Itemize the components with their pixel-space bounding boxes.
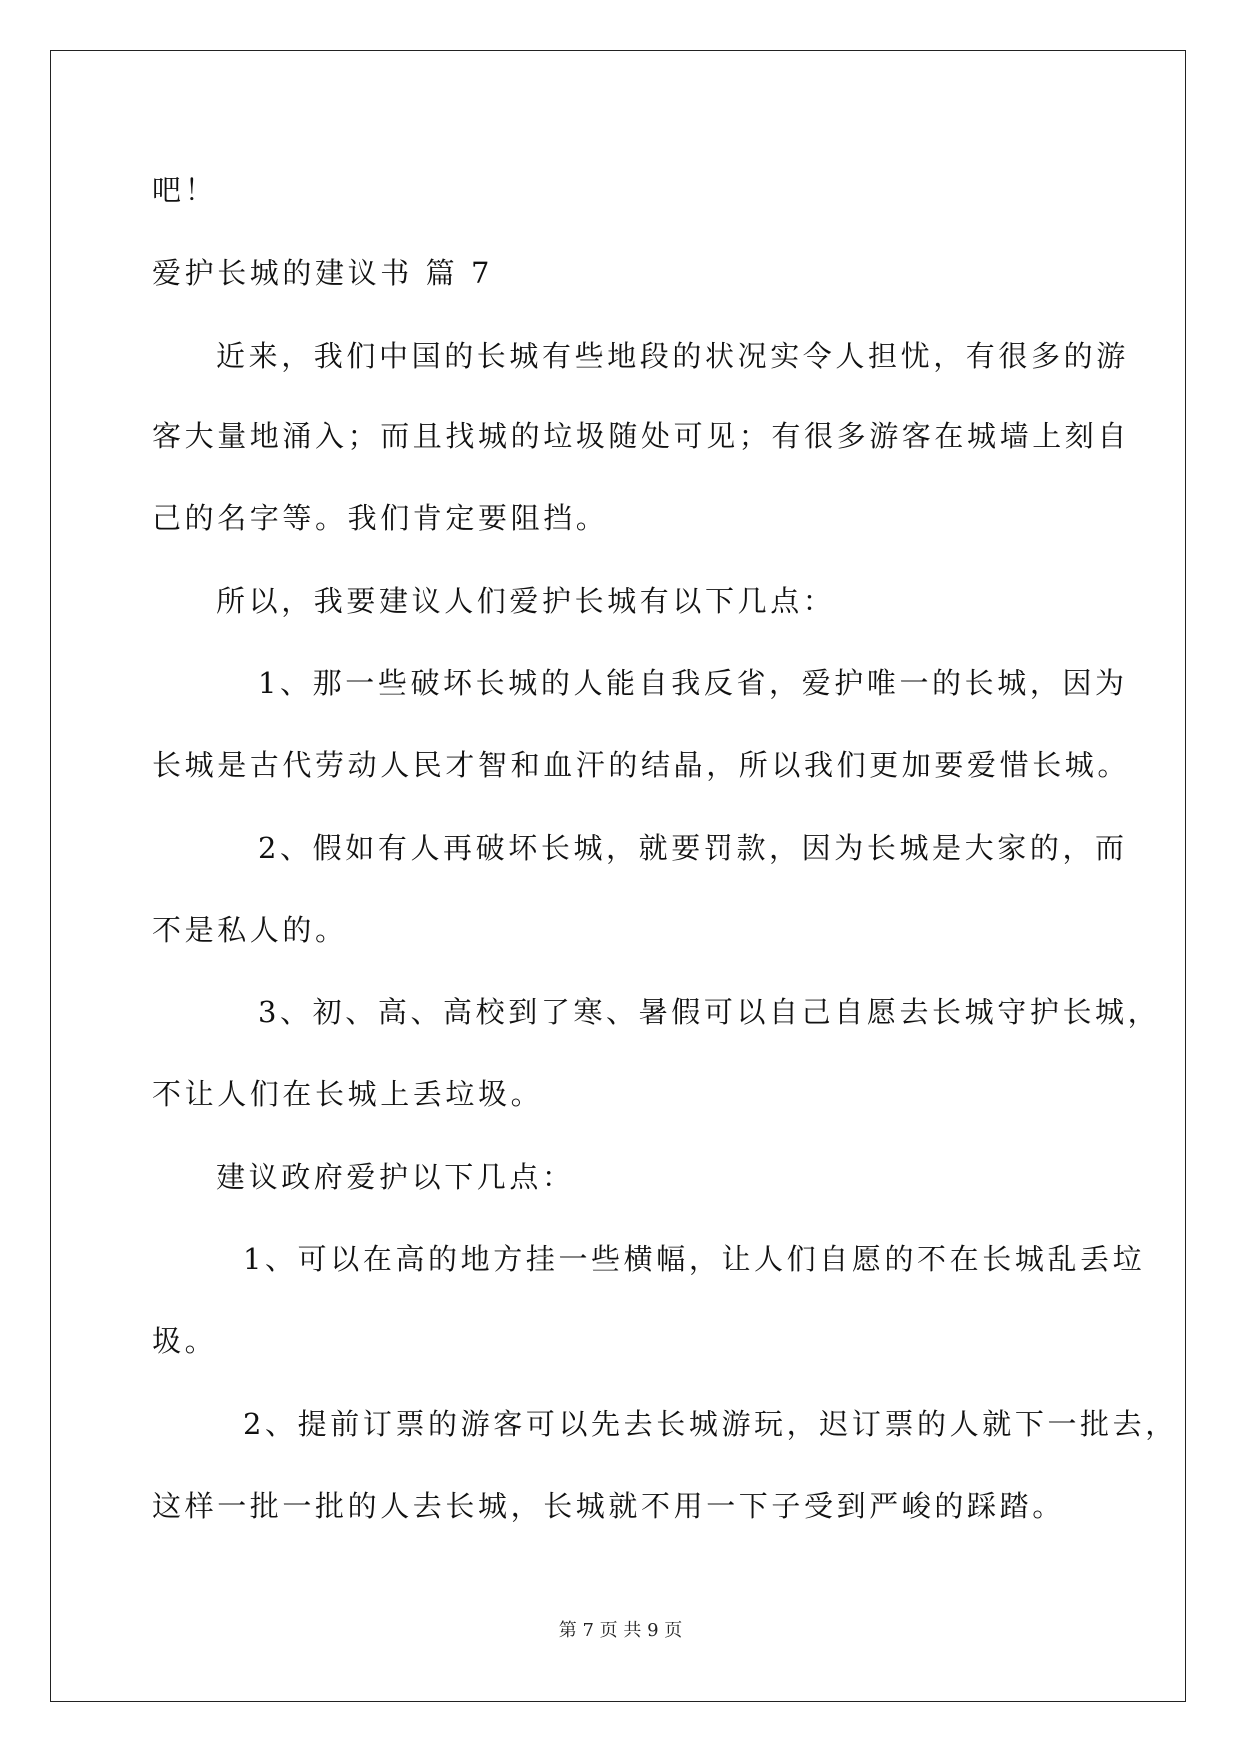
text-line-14: 1、可以在高的地方挂一些横幅，让人们自愿的不在长城乱丢垃 <box>243 1242 1146 1276</box>
text-line-11: 3、初、高、高校到了寒、暑假可以自己自愿去长城守护长城， <box>258 995 1161 1029</box>
text-line-5: 己的名字等。我们肯定要阻挡。 <box>152 501 609 535</box>
page-border <box>50 50 1186 1702</box>
text-line-16: 2、提前订票的游客可以先去长城游玩，迟订票的人就下一批去， <box>243 1407 1178 1441</box>
text-line-15: 圾。 <box>152 1324 218 1358</box>
text-line-8: 长城是古代劳动人民才智和血汗的结晶，所以我们更加要爱惜长城。 <box>152 748 1131 782</box>
section-title: 爱护长城的建议书 篇 7 <box>152 256 494 290</box>
text-line-4: 客大量地涌入；而且找城的垃圾随处可见；有很多游客在城墙上刻自 <box>152 419 1131 453</box>
text-line-17: 这样一批一批的人去长城，长城就不用一下子受到严峻的踩踏。 <box>152 1489 1065 1523</box>
text-line-7: 1、那一些破坏长城的人能自我反省，爱护唯一的长城，因为 <box>258 666 1128 700</box>
text-line-3: 近来，我们中国的长城有些地段的状况实令人担忧，有很多的游 <box>216 339 1129 373</box>
text-line-13: 建议政府爱护以下几点： <box>216 1160 575 1194</box>
text-line-10: 不是私人的。 <box>152 913 348 947</box>
text-line-6: 所以，我要建议人们爱护长城有以下几点： <box>216 584 836 618</box>
page-number: 第 7 页 共 9 页 <box>558 1620 683 1641</box>
text-line-1: 吧！ <box>152 173 218 207</box>
text-line-12: 不让人们在长城上丢垃圾。 <box>152 1077 544 1111</box>
text-line-9: 2、假如有人再破坏长城，就要罚款，因为长城是大家的，而 <box>258 831 1128 865</box>
